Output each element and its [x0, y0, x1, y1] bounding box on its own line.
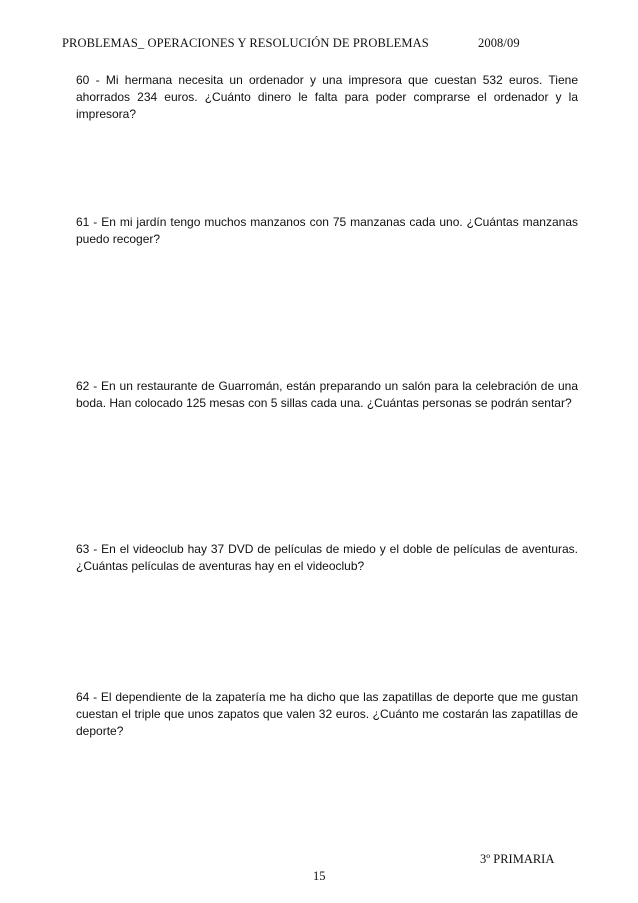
problem-61 [76, 214, 578, 248]
problem-text: 62 - En un restaurante de Guarromán, están preparando un salón para la celebración de una boda. Han colocado 125 mesas con 5 sillas cada una. ¿Cuántas personas se podrán sentar? [76, 379, 578, 410]
problem-text: 60 - Mi hermana necesita un ordenador y una impresora que cuestan 532 euros. Tiene ahorrados 234 euros. ¿Cuánto dinero le falta para poder comprarse el ordenador y la impresora? [76, 73, 578, 121]
header-year: 2008/09 [478, 36, 520, 50]
problem-60 [76, 72, 578, 123]
problem-64 [76, 689, 578, 740]
problem-62 [76, 378, 578, 412]
page-header [62, 36, 582, 56]
problem-text: 63 - En el videoclub hay 37 DVD de películas de miedo y el doble de películas de aventuras. ¿Cuántas películas de aventuras hay en el videoclub? [76, 542, 578, 573]
problem-text: 64 - El dependiente de la zapatería me ha dicho que las zapatillas de deporte que me gustan cuestan el triple que unos zapatos que valen 32 euros. ¿Cuánto me costarán las zapatillas de deporte? [76, 690, 578, 738]
problem-text: 61 - En mi jardín tengo muchos manzanos con 75 manzanas cada uno. ¿Cuántas manzanas puedo recoger? [76, 215, 578, 246]
footer-grade: 3º PRIMARIA [480, 852, 555, 866]
header-title: PROBLEMAS_ OPERACIONES Y RESOLUCIÓN DE PROBLEMAS [62, 36, 429, 50]
page-number: 15 [313, 869, 326, 883]
problem-63 [76, 541, 578, 575]
